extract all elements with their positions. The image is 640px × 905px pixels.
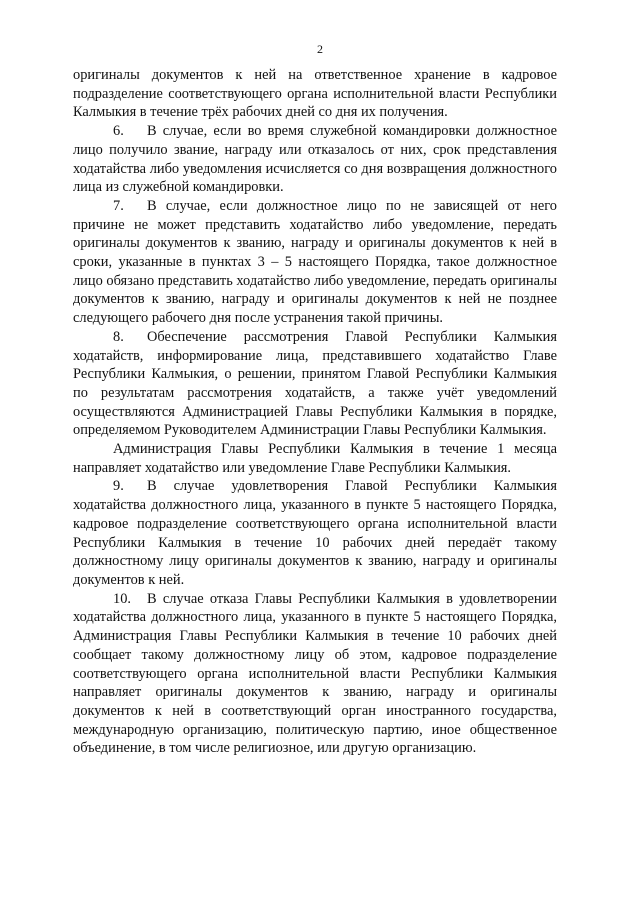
paragraph-8 (73, 328, 557, 440)
paragraph-9 (73, 477, 557, 589)
paragraph-number: 7. (113, 197, 124, 214)
paragraph-text: В случае, если во время служебной командировки должностное лицо получило звание, награду или отказалось от них, срок представления ходатайства либо уведомления исчисляется со дня возвращения должностного лица из служебной командировки. (73, 123, 557, 196)
document-body (73, 66, 557, 758)
paragraph-continuation (73, 66, 557, 122)
page-number: 2 (317, 42, 323, 56)
paragraph-text: оригиналы документов к ней на ответственное хранение в кадровое подразделение соответствующего органа исполнительной власти Республики Калмыкия в течение трёх рабочих дней со дня их получения. (73, 67, 557, 121)
paragraph-7 (73, 197, 557, 328)
paragraph-10 (73, 590, 557, 758)
paragraph-text: В случае, если должностное лицо по не зависящей от него причине не может представить ходатайство либо уведомление, передать оригиналы документов к званию, награду и оригиналы документов к ней в сроки, указанные в пунктах 3 – 5 настоящего Порядка, такое должностное лицо обязано представить ходатайство либо уведомление, передать оригиналы документов к званию, награду и оригиналы документов к ней не позднее следующего рабочего дня после устранения такой причины. (73, 197, 557, 327)
paragraph-number: 6. (113, 123, 124, 140)
paragraph-number: 8. (113, 328, 124, 345)
paragraph-text: В случае удовлетворения Главой Республики Калмыкия ходатайства должностного лица, указанного в пункте 5 настоящего Порядка, кадровое подразделение соответствующего органа исполнительной власти Республики Калмыкия в течение 10 рабочих дней передаёт такому должностному лицу оригиналы документов к званию, награду и оригиналы документов к ней. (73, 478, 557, 588)
paragraph-text: Администрация Главы Республики Калмыкия в течение 1 месяца направляет ходатайство или уведомление Главе Республики Калмыкия. (73, 441, 557, 476)
paragraph-number: 9. (113, 478, 124, 495)
paragraph-6 (73, 122, 557, 197)
paragraph-text: В случае отказа Главы Республики Калмыкия в удовлетворении ходатайства должностного лица, указанного в пункте 5 настоящего Порядка, Администрация Главы Республики Калмыкия в течение 10 рабочих дней сообщает такому должностному лицу об этом, кадровое подразделение соответствующего органа исполнительной власти Республики Калмыкия направляет оригиналы документов к званию, награду и оригиналы документов к ней в соответствующий орган иностранного государства, международную организацию, политическую партию, иное общественное объединение, в том числе религиозное, или другую организацию. (73, 590, 557, 757)
paragraph-text: Обеспечение рассмотрения Главой Республики Калмыкия ходатайств, информирование лица, представившего ходатайство Главе Республики Калмыкия, о решении, принятом Главой Республики Калмыкия по результатам рассмотрения ходатайств, а также учёт уведомлений осуществляются Администрацией Главы Республики Калмыкия в порядке, определяемом Руководителем Администрации Главы Республики Калмыкия. (73, 328, 557, 439)
paragraph-number: 10. (113, 590, 131, 607)
paragraph-8-continued (73, 440, 557, 477)
